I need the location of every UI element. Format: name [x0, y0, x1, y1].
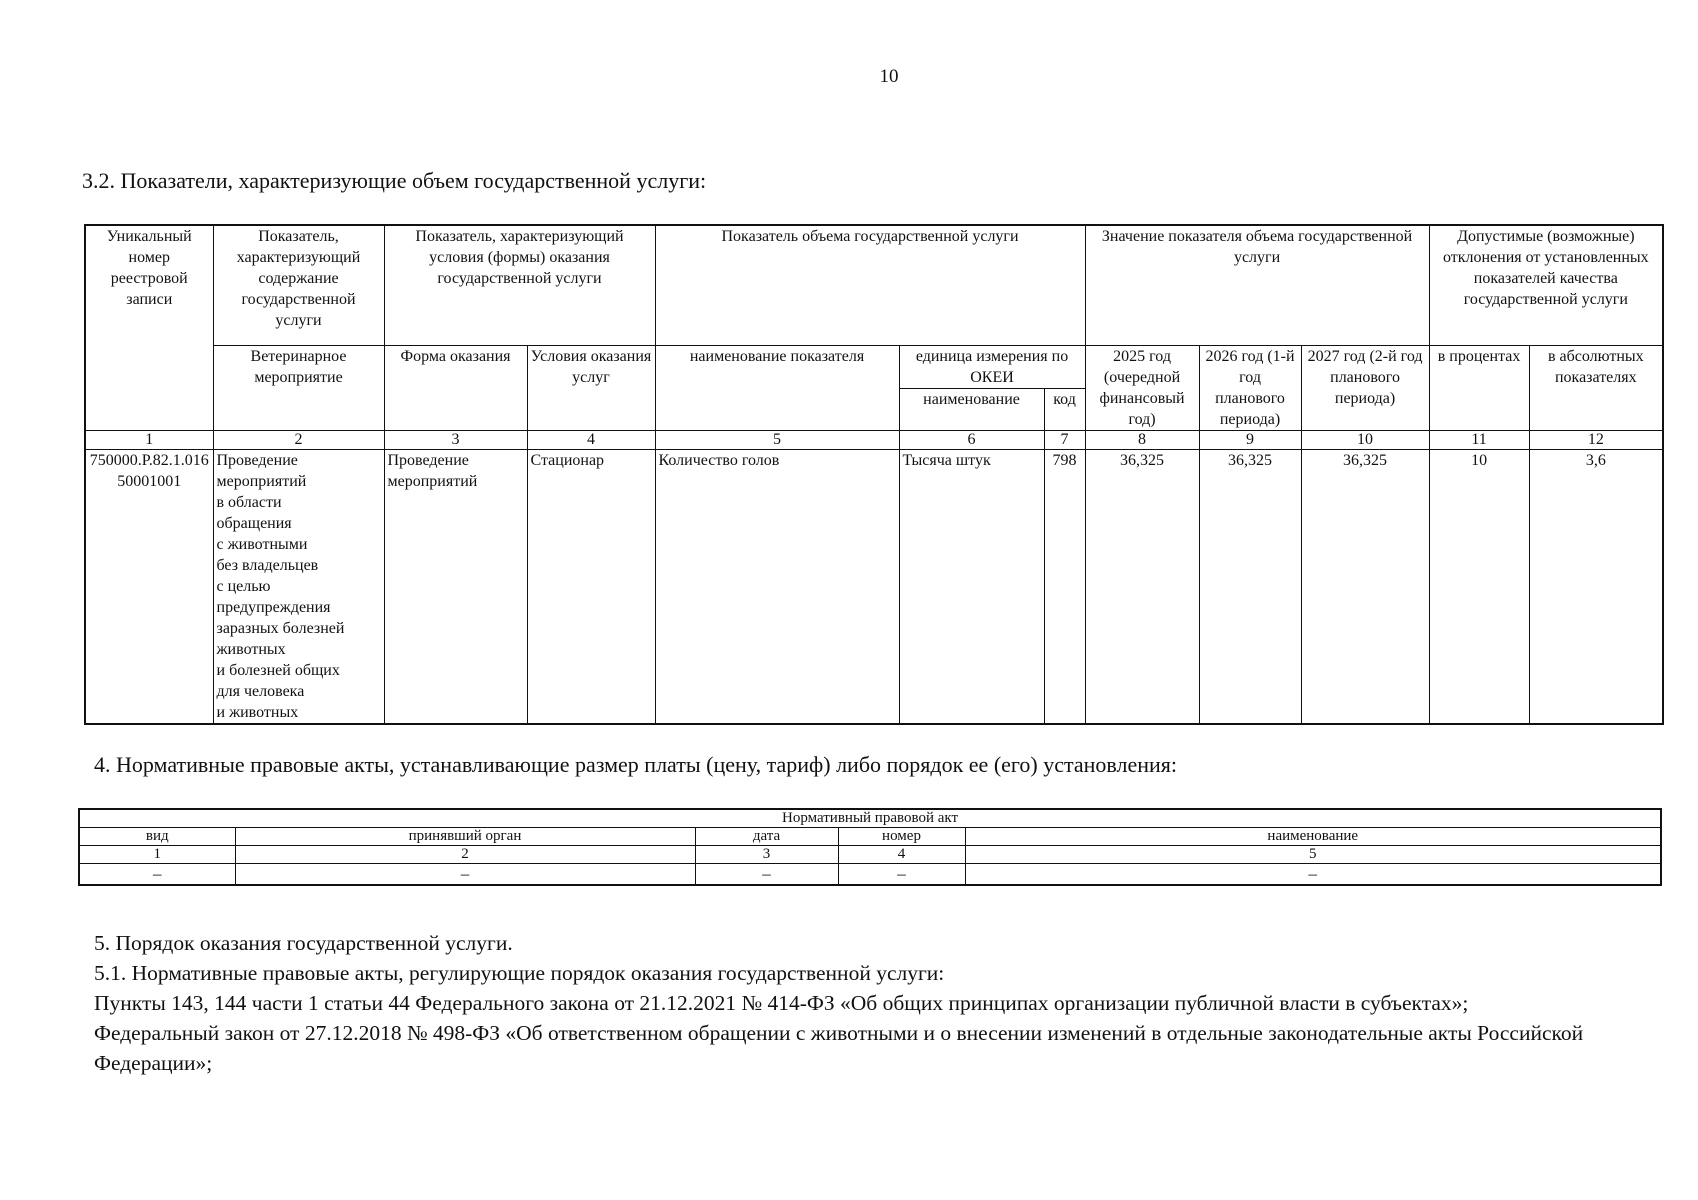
header-deviations: Допустимые (возможные) отклонения от установленных показателей качества государственной услуги: [1429, 225, 1663, 345]
legal-acts-table: [78, 808, 1662, 886]
conditions-cell: Стационар: [527, 449, 655, 724]
section-3-2-title: 3.2. Показатели, характеризующие объем государственной услуги:: [82, 168, 707, 193]
section-5-title: 5. Порядок оказания государственной услуги.: [94, 931, 513, 955]
header-indicator-name: наименование показателя: [655, 345, 899, 430]
table-row: [85, 449, 1663, 724]
header-absolute: в абсолютных показателях: [1529, 345, 1663, 430]
column-header-number: номер: [838, 828, 965, 846]
content-line: мероприятий: [216, 472, 307, 490]
content-line: обращения: [216, 514, 292, 532]
header-form: Форма оказания: [384, 345, 527, 430]
value-2027-cell: 36,325: [1301, 449, 1429, 724]
header-unit-code: код: [1044, 388, 1085, 430]
section-4-title: 4. Нормативные правовые акты, устанавливающие размер платы (цену, тариф) либо порядок ее (его) установления:: [94, 752, 1178, 777]
column-number: 3: [384, 430, 527, 449]
legal-act-header: Нормативный правовой акт: [79, 809, 1661, 828]
form-cell: Проведение мероприятий: [384, 449, 527, 724]
empty-cell: –: [235, 864, 695, 886]
column-number: 5: [655, 430, 899, 449]
empty-cell: –: [695, 864, 838, 886]
indicator-name-cell: Количество голов: [655, 449, 899, 724]
legal-basis-line: Федеральный закон от 27.12.2018 № 498-ФЗ «Об ответственном обращении с животными и о внесении изменений в отдельные законодательные акты Российской Федерации»;: [94, 1021, 1584, 1075]
content-line: без владельцев: [216, 556, 319, 574]
column-number: 9: [1199, 430, 1301, 449]
content-line: и болезней общих: [216, 661, 340, 679]
unit-code-cell: 798: [1044, 449, 1085, 724]
content-cell: [213, 449, 384, 724]
header-unit-name: наименование: [899, 388, 1044, 430]
content-line: в области: [216, 493, 282, 511]
column-header-authority: принявший орган: [235, 828, 695, 846]
column-number: 1: [85, 430, 213, 449]
section-5: [94, 928, 1674, 1078]
column-number: 8: [1085, 430, 1199, 449]
header-year-2027: 2027 год (2-й год планового периода): [1301, 345, 1429, 430]
column-header-date: дата: [695, 828, 838, 846]
volume-indicators-table: [84, 224, 1664, 725]
column-header-name: наименование: [965, 828, 1661, 846]
column-number: 4: [527, 430, 655, 449]
empty-cell: –: [79, 864, 235, 886]
column-header-type: вид: [79, 828, 235, 846]
content-line: с животными: [216, 535, 308, 553]
empty-cell: –: [965, 864, 1661, 886]
column-number: 2: [235, 846, 695, 864]
content-line: с целью: [216, 577, 271, 595]
section-5-1-title: 5.1. Нормативные правовые акты, регулирующие порядок оказания государственной услуги:: [94, 961, 945, 985]
header-percent: в процентах: [1429, 345, 1529, 430]
content-line: предупреждения: [216, 598, 331, 616]
page-number: 10: [879, 66, 899, 87]
content-line: Проведение: [216, 451, 298, 469]
column-number: 7: [1044, 430, 1085, 449]
absolute-cell: 3,6: [1529, 449, 1663, 724]
legal-basis-line: Пункты 143, 144 части 1 статьи 44 Федерального закона от 21.12.2021 № 414-ФЗ «Об общих принципах организации публичной власти в субъектах»;: [94, 991, 1469, 1015]
header-conditions-indicator: Показатель, характеризующий условия (формы) оказания государственной услуги: [384, 225, 655, 345]
column-number: 12: [1529, 430, 1663, 449]
header-registry-number: Уникальный номер реестровой записи: [85, 225, 213, 430]
column-number: 2: [213, 430, 384, 449]
empty-cell: –: [838, 864, 965, 886]
content-line: животных: [216, 640, 286, 658]
table-row: [79, 864, 1661, 886]
content-line: для человека: [216, 682, 305, 700]
column-number: 11: [1429, 430, 1529, 449]
value-2025-cell: 36,325: [1085, 449, 1199, 724]
content-line: и животных: [216, 703, 299, 721]
header-volume-indicator: Показатель объема государственной услуги: [655, 225, 1085, 345]
column-number: 5: [965, 846, 1661, 864]
column-number: 3: [695, 846, 838, 864]
unit-name-cell: Тысяча штук: [899, 449, 1044, 724]
header-conditions: Условия оказания услуг: [527, 345, 655, 430]
registry-number-cell: 750000.Р.82.1.01650001001: [85, 449, 213, 724]
header-unit: единица измерения по ОКЕИ: [899, 345, 1085, 388]
header-year-2026: 2026 год (1-й год планового периода): [1199, 345, 1301, 430]
header-year-2025: 2025 год (очередной финансовый год): [1085, 345, 1199, 430]
content-line: заразных болезней: [216, 619, 345, 637]
percent-cell: 10: [1429, 449, 1529, 724]
column-number: 6: [899, 430, 1044, 449]
column-number: 4: [838, 846, 965, 864]
value-2026-cell: 36,325: [1199, 449, 1301, 724]
header-vet-event: Ветеринарное мероприятие: [213, 345, 384, 430]
header-content-indicator: Показатель, характеризующий содержание государственной услуги: [213, 225, 384, 345]
header-volume-value: Значение показателя объема государственной услуги: [1085, 225, 1429, 345]
column-number: 10: [1301, 430, 1429, 449]
column-number: 1: [79, 846, 235, 864]
